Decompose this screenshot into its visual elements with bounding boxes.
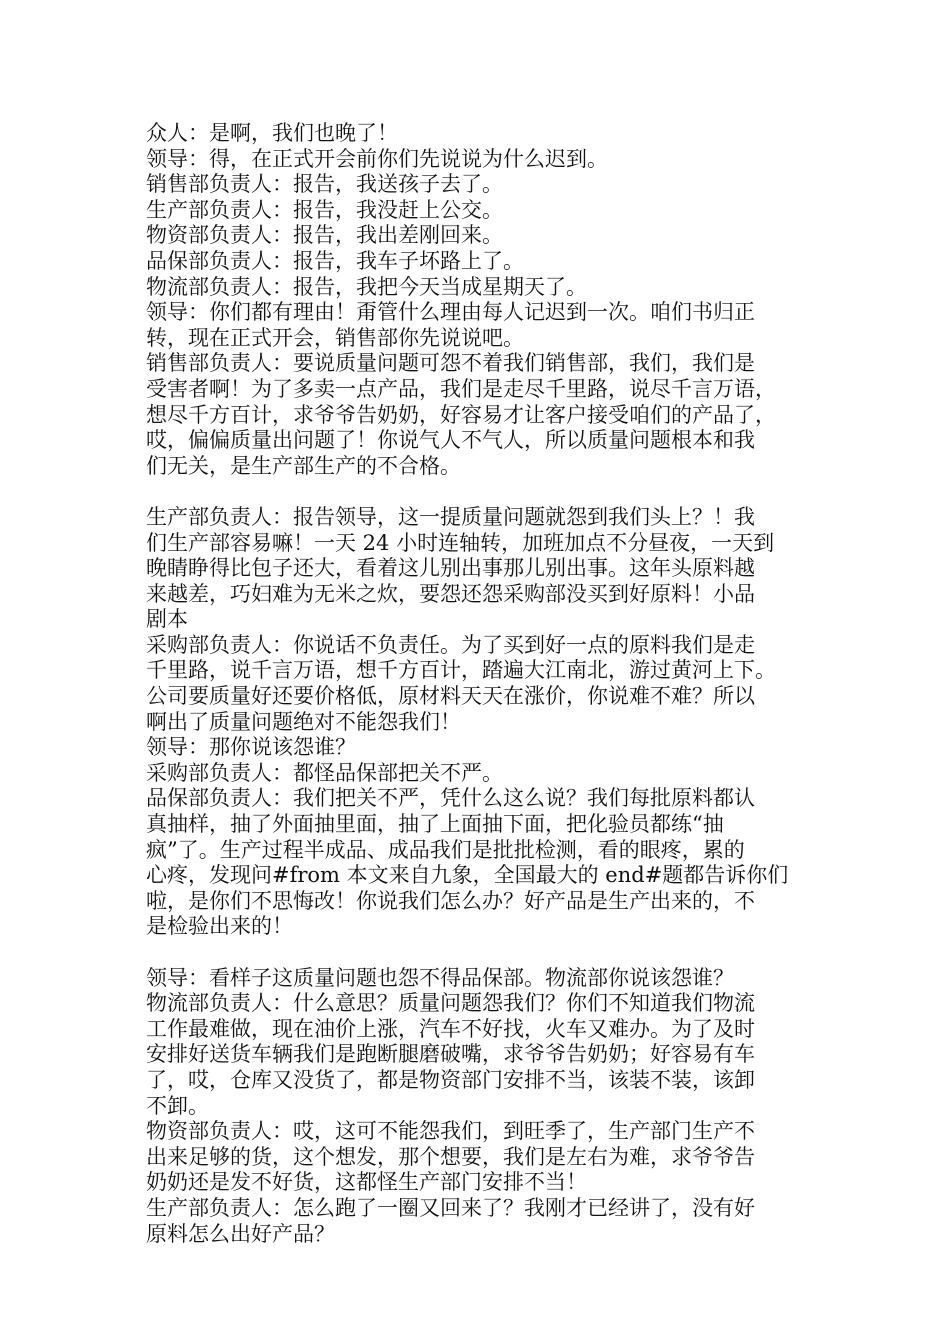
text-line: 公司要质量好还要价格低，原材料天天在涨价，你说难不难？所以 (146, 684, 755, 709)
paragraph-spacer (146, 940, 816, 966)
text-line: 转，现在正式开会，销售部你先说说吧。 (146, 325, 524, 350)
text-line: 想尽千方百计，求爷爷告奶奶，好容易才让客户接受咱们的产品了， (146, 402, 776, 427)
text-line: 剧本 (146, 607, 188, 632)
text-line: 啦，是你们不思悔改！你说我们怎么办？好产品是生产出来的，不 (146, 888, 755, 913)
text-line: 了，哎，仓库又没货了，都是物资部门安排不当，该装不装，该卸 (146, 1067, 755, 1092)
text-line: 领导：看样子这质量问题也怨不得品保部。物流部你说该怨谁？ (146, 965, 734, 990)
text-line: 领导：得，在正式开会前你们先说说为什么迟到。 (146, 146, 608, 171)
document-body (146, 121, 816, 1247)
text-line: 物资部负责人：哎，这可不能怨我们，到旺季了，生产部门生产不 (146, 1119, 755, 1144)
text-line: 啊出了质量问题绝对不能怨我们！ (146, 709, 461, 734)
text-line: 领导：你们都有理由！甭管什么理由每人记迟到一次。咱们书归正 (146, 300, 755, 325)
text-line: 心疼，发现问#from 本文来自九象，全国最大的 end#题都告诉你们 (146, 863, 789, 888)
text-line: 采购部负责人：都怪品保部把关不严。 (146, 760, 503, 785)
text-line: 安排好送货车辆我们是跑断腿磨破嘴，求爷爷告奶奶；好容易有车 (146, 1042, 755, 1067)
text-line: 来越差，巧妇难为无米之炊，要怨还怨采购部没买到好原料！小品 (146, 581, 755, 606)
text-line: 是检验出来的！ (146, 914, 293, 939)
text-line: 物资部负责人：报告，我出差刚回来。 (146, 223, 503, 248)
text-line: 物流部负责人：报告，我把今天当成星期天了。 (146, 274, 587, 299)
text-line: 众人：是啊，我们也晚了！ (146, 121, 398, 145)
text-line: 工作最难做，现在油价上涨，汽车不好找，火车又难办。为了及时 (146, 1016, 755, 1041)
text-line: 晚睛睁得比包子还大，看着这儿别出事那儿别出事。这年头原料越 (146, 556, 755, 581)
text-line: 生产部负责人：怎么跑了一圈又回来了？我刚才已经讲了，没有好 (146, 1195, 755, 1220)
text-line: 生产部负责人：报告领导，这一提质量问题就怨到我们头上？！我 (146, 504, 755, 529)
text-line: 们无关，是生产部生产的不合格。 (146, 453, 461, 478)
text-line: 领导：那你说该怨谁？ (146, 735, 356, 760)
text-line: 受害者啊！为了多卖一点产品，我们是走尽千里路，说尽千言万语， (146, 376, 776, 401)
text-line: 奶奶还是发不好货，这都怪生产部门安排不当！ (146, 1170, 587, 1195)
text-line: 不卸。 (146, 1093, 209, 1118)
text-line: 真抽样，抽了外面抽里面，抽了上面抽下面，把化验员都练“抽 (146, 812, 724, 837)
text-line: 们生产部容易嘛！一天 24 小时连轴转，加班加点不分昼夜，一天到 (146, 530, 775, 555)
text-line: 采购部负责人：你说话不负责任。为了买到好一点的原料我们是走 (146, 632, 755, 657)
text-line: 千里路，说千言万语，想千方百计，踏遍大江南北，游过黄河上下。 (146, 658, 776, 683)
text-line: 销售部负责人：报告，我送孩子去了。 (146, 172, 503, 197)
text-line: 品保部负责人：我们把关不严，凭什么这么说？我们每批原料都认 (146, 786, 755, 811)
paragraph-spacer (146, 479, 816, 505)
text-line: 疯”了。生产过程半成品、成品我们是批批检测，看的眼疼，累的 (146, 837, 745, 862)
text-line: 品保部负责人：报告，我车子坏路上了。 (146, 248, 524, 273)
text-line: 出来足够的货，这个想发，那个想要，我们是左右为难，求爷爷告 (146, 1144, 755, 1169)
text-line: 销售部负责人：要说质量问题可怨不着我们销售部，我们，我们是 (146, 351, 755, 376)
text-line: 生产部负责人：报告，我没赶上公交。 (146, 197, 503, 222)
text-line: 哎，偏偏质量出问题了！你说气人不气人，所以质量问题根本和我 (146, 428, 755, 453)
text-line: 物流部负责人：什么意思？质量问题怨我们？你们不知道我们物流 (146, 991, 755, 1016)
text-line: 原料怎么出好产品？ (146, 1221, 335, 1246)
